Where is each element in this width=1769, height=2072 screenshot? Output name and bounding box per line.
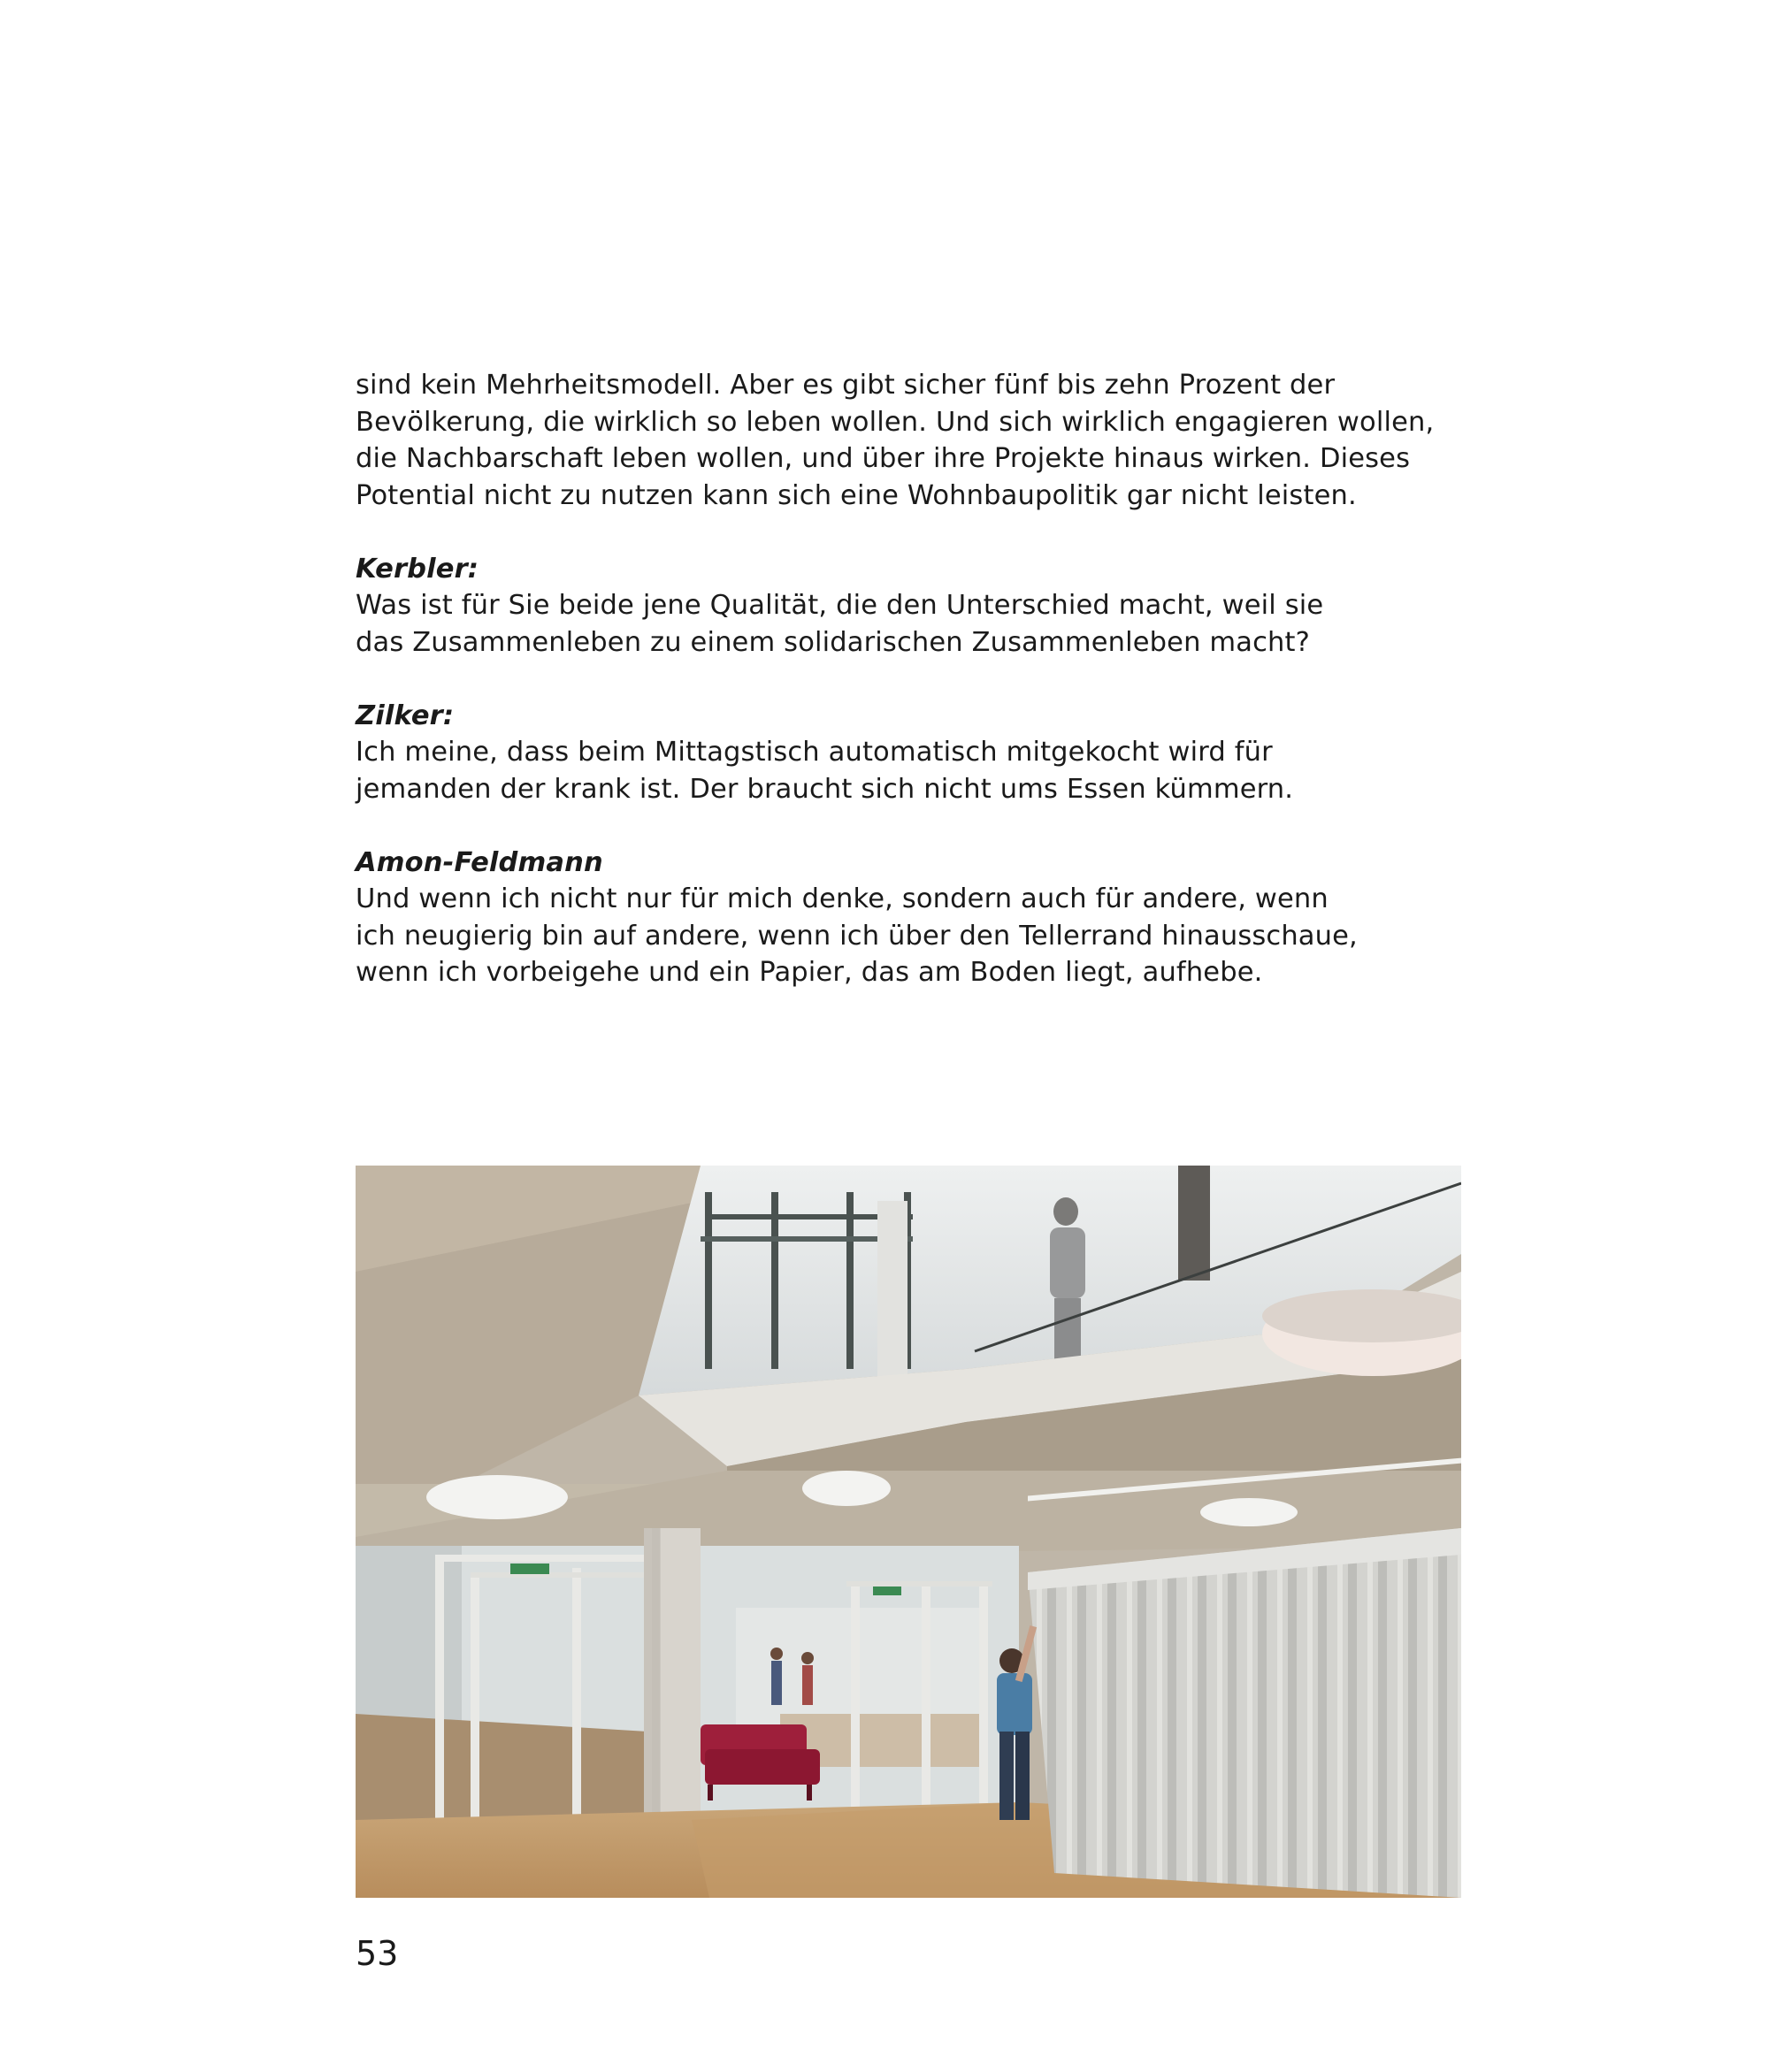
text-line: Und wenn ich nicht nur für mich denke, sondern auch für andere, wenn — [356, 883, 1329, 914]
speaker-name: Zilker: — [356, 700, 455, 731]
text-line: Was ist für Sie beide jene Qualität, die den Unterschied macht, weil sie — [356, 590, 1324, 621]
intro-paragraph — [356, 367, 1435, 514]
amon-feldmann-section — [356, 845, 1399, 991]
text-line: sind kein Mehrheitsmodell. Aber es gibt sicher fünf bis zehn Prozent der — [356, 370, 1336, 401]
text-line: ich neugierig bin auf andere, wenn ich über den Tellerrand hinausschaue, — [356, 920, 1358, 952]
text-line: Ich meine, dass beim Mittagstisch automatisch mitgekocht wird für — [356, 737, 1273, 768]
speaker-name: Kerbler: — [356, 553, 479, 585]
text-line: wenn ich vorbeigehe und ein Papier, das am Boden liegt, aufhebe. — [356, 957, 1263, 988]
kerbler-section — [356, 551, 1399, 661]
text-line: Bevölkerung, die wirklich so leben wollen. Und sich wirklich engagieren wollen, — [356, 406, 1435, 438]
text-line: Potential nicht zu nutzen kann sich eine Wohnbaupolitik gar nicht leisten. — [356, 479, 1357, 511]
interior-photo — [356, 1166, 1461, 1898]
zilker-section — [356, 698, 1399, 808]
article-body — [356, 367, 1435, 991]
text-line: jemanden der krank ist. Der braucht sich nicht ums Essen kümmern. — [356, 773, 1294, 805]
page-number: 53 — [356, 1934, 399, 1973]
speaker-name: Amon-Feldmann — [356, 846, 603, 878]
text-line: die Nachbarschaft leben wollen, und über ihre Projekte hinaus wirken. Dieses — [356, 443, 1411, 474]
text-line: das Zusammenleben zu einem solidarischen Zusammenleben macht? — [356, 626, 1310, 658]
